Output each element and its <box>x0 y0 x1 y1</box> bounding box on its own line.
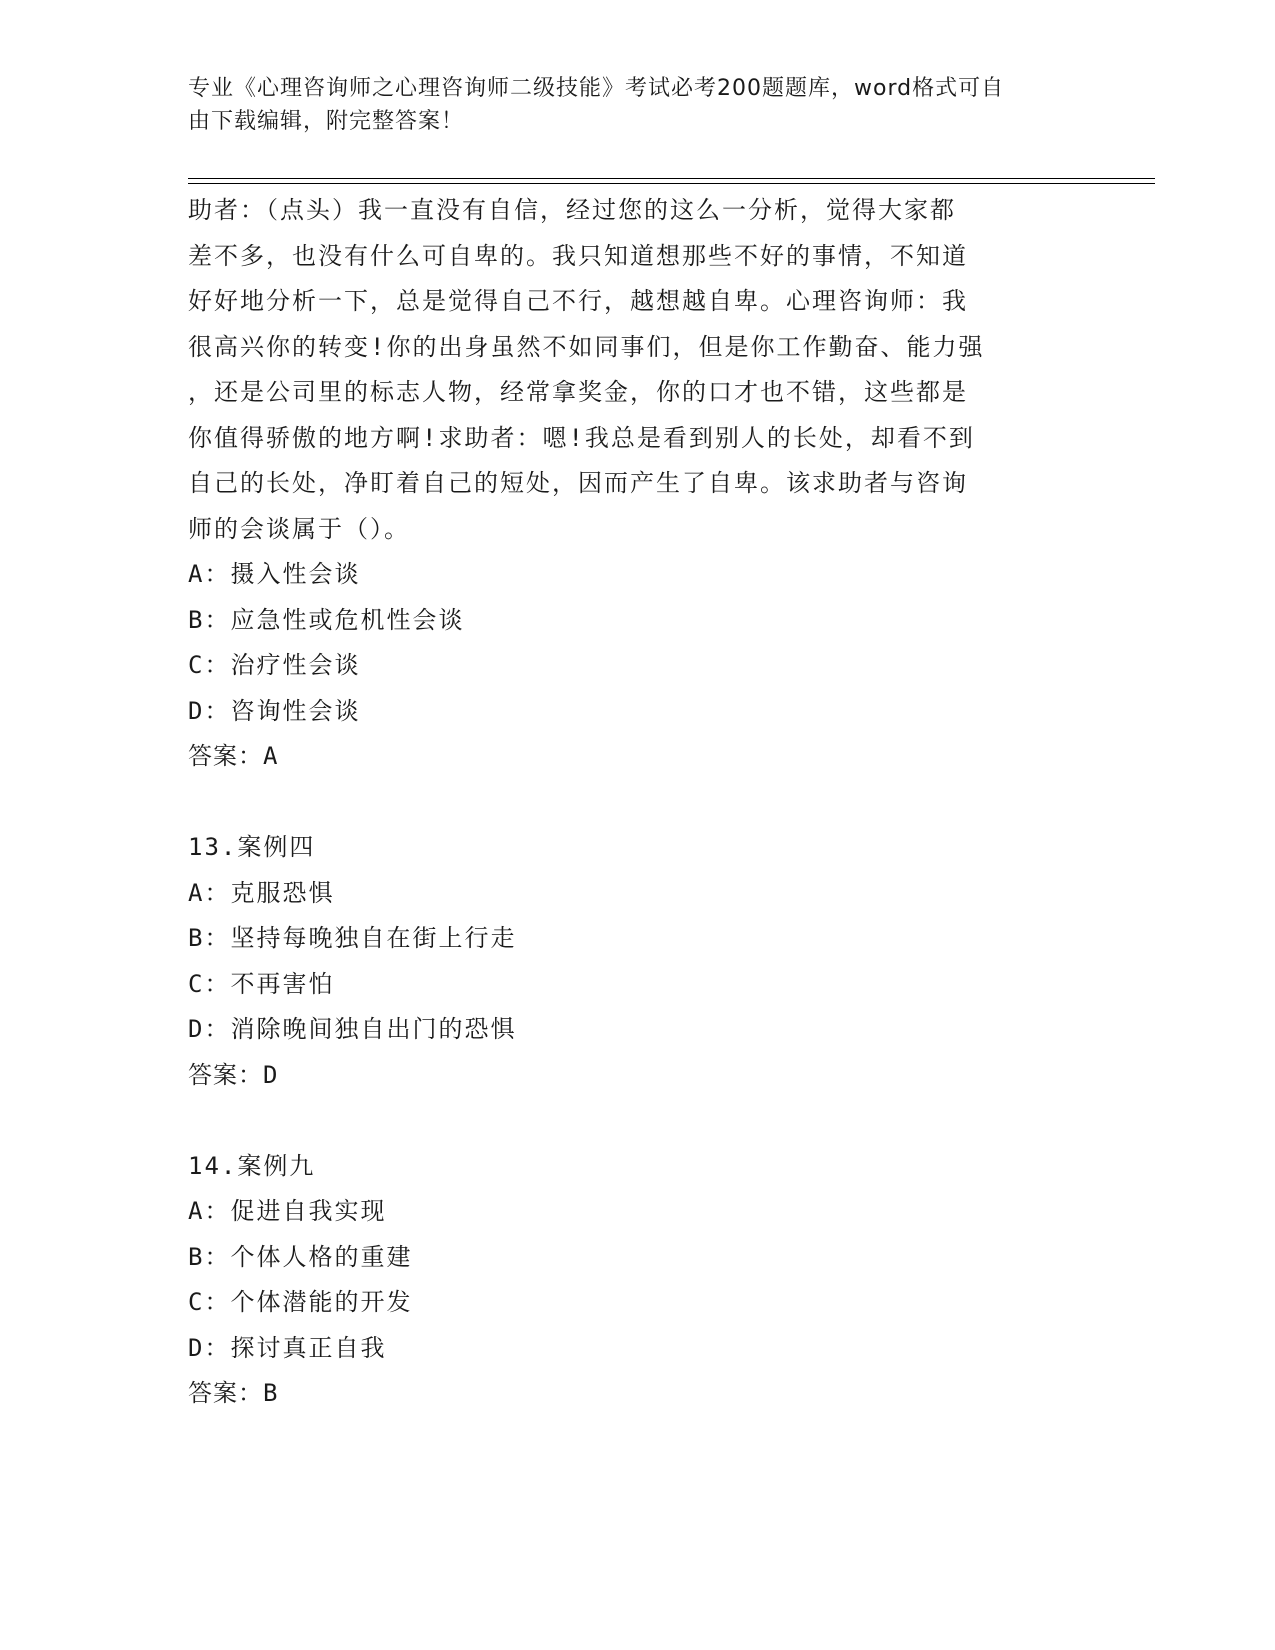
option-d: D：探讨真正自我 <box>188 1333 387 1362</box>
option-b: B：应急性或危机性会谈 <box>188 605 465 634</box>
passage-line: ，还是公司里的标志人物，经常拿奖金，你的口才也不错，这些都是 <box>188 378 968 406</box>
option-d: D：咨询性会谈 <box>188 696 361 725</box>
question-13 <box>188 825 1088 1098</box>
option-c: C：治疗性会谈 <box>188 651 361 679</box>
option-a: A：促进自我实现 <box>188 1197 387 1225</box>
passage-line: 师的会谈属于（）。 <box>188 514 410 543</box>
question-14 <box>188 1144 1088 1417</box>
document-body <box>188 188 1088 1417</box>
answer-value: B <box>263 1379 279 1407</box>
passage-line: 很高兴你的转变!你的出身虽然不如同事们，但是你工作勤奋、能力强 <box>188 332 985 361</box>
answer-value: A <box>263 742 279 770</box>
option-c: C：不再害怕 <box>188 969 335 998</box>
answer-line <box>188 1053 1088 1099</box>
question-spacer <box>188 780 1088 826</box>
option-b: B：坚持每晚独自在街上行走 <box>188 924 517 952</box>
passage-line: 差不多，也没有什么可自卑的。我只知道想那些不好的事情，不知道 <box>188 241 968 270</box>
passage-line: 自己的长处，净盯着自己的短处，因而产生了自卑。该求助者与咨询 <box>188 469 968 497</box>
question-12 <box>188 188 1088 780</box>
answer-line <box>188 734 1088 780</box>
answer-line <box>188 1371 1088 1417</box>
option-c: C：个体潜能的开发 <box>188 1288 413 1316</box>
option-b: B：个体人格的重建 <box>188 1242 413 1271</box>
header-divider-top <box>188 178 1155 179</box>
passage-line: 好好地分析一下，总是觉得自己不行，越想越自卑。心理咨询师：我 <box>188 287 968 315</box>
answer-label: 答案： <box>188 742 263 770</box>
document-header <box>188 72 1068 138</box>
question-title: 13.案例四 <box>188 833 316 861</box>
header-divider-bottom <box>188 183 1155 184</box>
passage-line: 你值得骄傲的地方啊!求助者：嗯!我总是看到别人的长处，却看不到 <box>188 423 975 452</box>
answer-label: 答案： <box>188 1379 263 1407</box>
option-a: A：摄入性会谈 <box>188 560 361 588</box>
header-line-2: 由下载编辑，附完整答案！ <box>188 109 465 134</box>
passage-line: 助者：（点头）我一直没有自信，经过您的这么一分析，觉得大家都 <box>188 196 956 224</box>
answer-label: 答案： <box>188 1060 263 1089</box>
question-spacer <box>188 1098 1088 1144</box>
header-line-1: 专业《心理咨询师之心理咨询师二级技能》考试必考200题题库，word格式可自 <box>188 76 1005 101</box>
option-d: D：消除晚间独自出门的恐惧 <box>188 1015 517 1043</box>
option-a: A：克服恐惧 <box>188 878 335 907</box>
answer-value: D <box>263 1060 279 1089</box>
question-title: 14.案例九 <box>188 1151 316 1180</box>
